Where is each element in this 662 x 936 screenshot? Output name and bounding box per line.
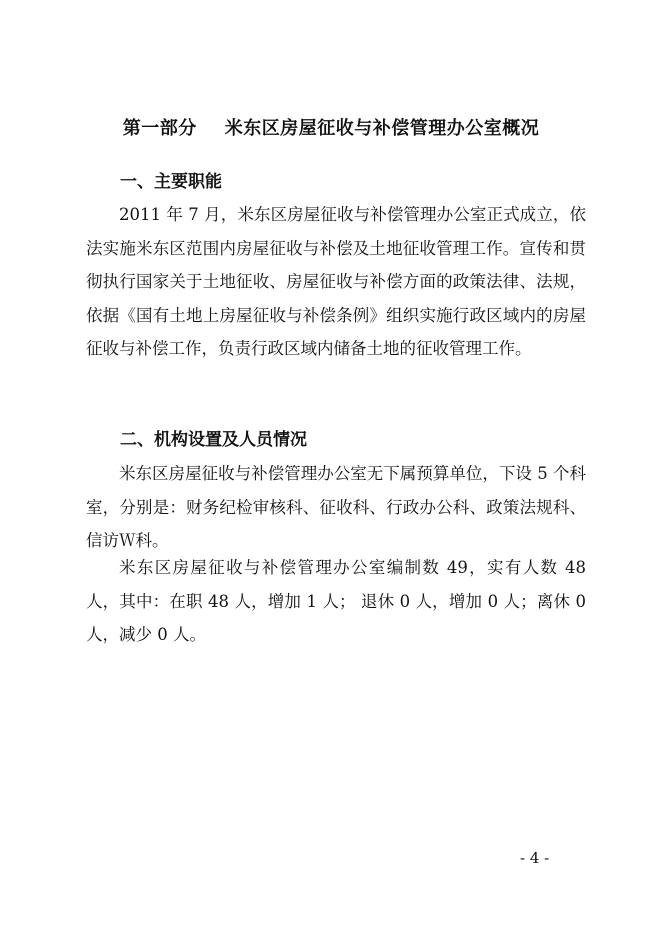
section2-heading: 二、机构设置及人员情况 <box>120 430 307 450</box>
page-number: - 4 - <box>520 849 550 867</box>
section2-paragraph-2: 米东区房屋征收与补偿管理办公室编制数 49，实有人数 48 人，其中：在职 48 人，增加 1 人； 退休 0 人，增加 0 人；离休 0 人，减少 0 人。 <box>86 558 586 644</box>
title-text: 米东区房屋征收与补偿管理办公室概况 <box>224 118 540 139</box>
section1-paragraph: 2011 年 7 月，米东区房屋征收与补偿管理办公室正式成立，依法实施米东区范围内房屋征收与补偿及土地征收管理工作。宣传和贯彻执行国家关于土地征收、房屋征收与补偿方面的政策法律、法规，依据《国有土地上房屋征收与补偿条例》组织实施行政区域内的房屋征收与补偿工作，负责行政区域内储备土地的征收管理工作。 <box>86 205 586 358</box>
section2-paragraph-1: 米东区房屋征收与补偿管理办公室无下属预算单位，下设 5 个科室，分别是：财务纪检审核科、征收科、行政办公科、政策法规科、信访Ｗ科。 <box>86 464 586 550</box>
title-part-label: 第一部分 <box>122 118 197 139</box>
section1-heading: 一、主要职能 <box>120 172 222 192</box>
page-title <box>0 116 662 142</box>
